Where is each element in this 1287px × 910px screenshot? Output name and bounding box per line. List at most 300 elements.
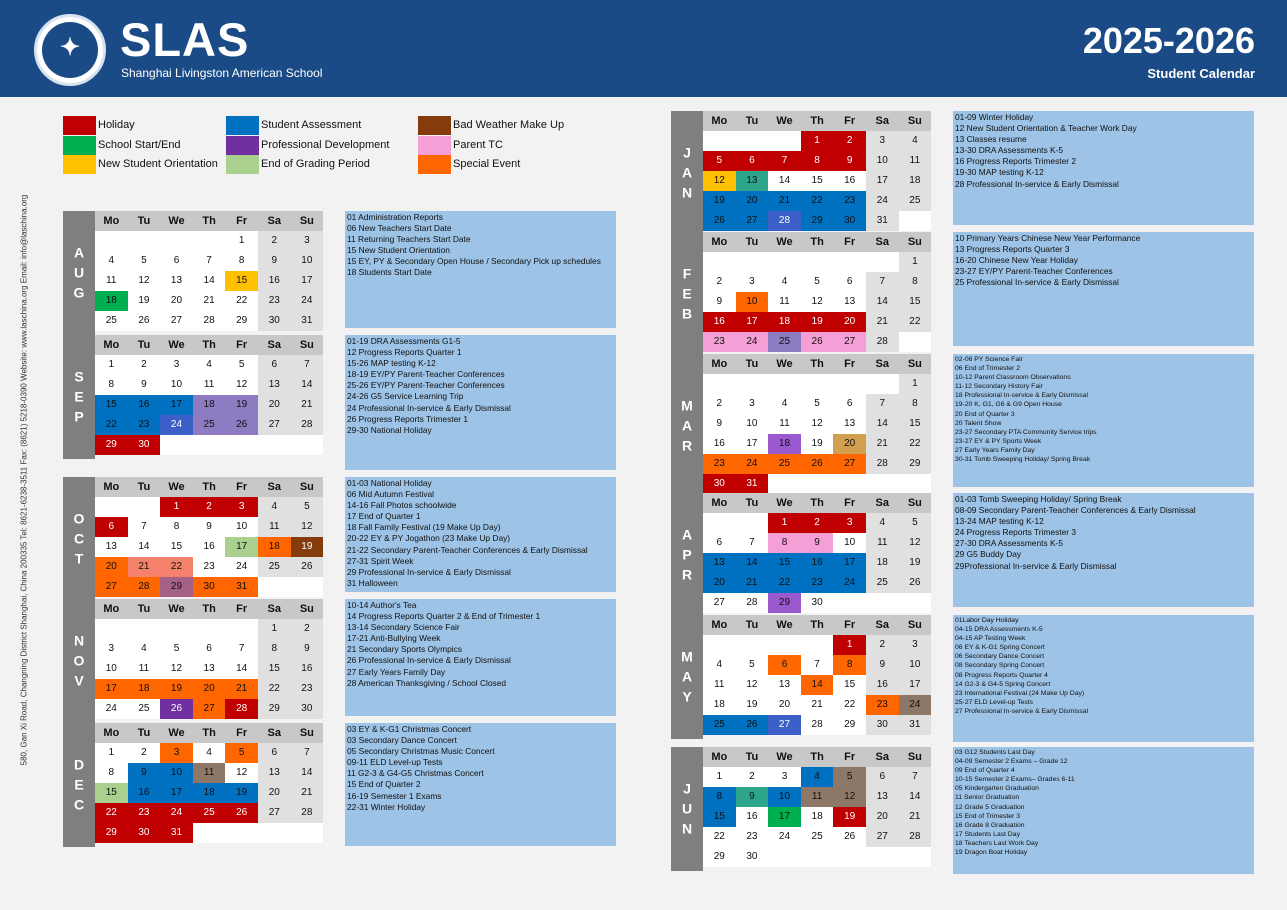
event-item: 09-11 ELD Level-up Tests xyxy=(347,757,443,768)
weekday-header: Mo xyxy=(95,477,128,497)
empty-cell xyxy=(291,823,324,843)
event-item: 12 Grade 5 Graduation xyxy=(955,803,1025,811)
day-cell: 26 xyxy=(225,803,258,823)
day-cell: 15 xyxy=(95,395,128,415)
day-cell: 7 xyxy=(814,659,820,670)
day-cell: 15 xyxy=(844,679,856,690)
day-cell: 14 xyxy=(736,553,769,573)
day-cell: 1 xyxy=(108,359,115,370)
day-cell: 18 xyxy=(811,811,823,822)
day-cell: 25 xyxy=(768,454,801,474)
event-item: 10-12 Parent Classroom Observations xyxy=(955,374,1071,382)
day-cell: 27 xyxy=(833,454,866,474)
day-cell: 4 xyxy=(781,276,788,287)
weekday-header: Th xyxy=(801,354,834,374)
day-cell: 9 xyxy=(833,151,866,171)
day-cell: 18 xyxy=(768,312,801,332)
event-item: 23-27 EY & PY Sports Week xyxy=(955,437,1042,445)
day-cell: 15 xyxy=(170,541,183,552)
weekday-header: Tu xyxy=(736,747,769,767)
day-cell: 6 xyxy=(95,517,128,537)
day-cell: 22 xyxy=(899,434,932,454)
day-cell: 25 xyxy=(193,415,226,435)
day-cell: 23 xyxy=(801,573,834,593)
month-label xyxy=(63,723,95,847)
weekday-header: Su xyxy=(899,232,932,252)
day-cell: 10 xyxy=(236,521,248,532)
day-cell: 18 xyxy=(128,679,161,699)
empty-cell xyxy=(866,252,899,272)
weekday-header: Mo xyxy=(95,599,128,619)
weekday-header: Tu xyxy=(736,111,769,131)
day-cell: 29 xyxy=(95,823,128,843)
weekday-header: Fr xyxy=(225,599,258,619)
day-cell: 8 xyxy=(703,787,736,807)
legend-label: Parent TC xyxy=(453,139,503,151)
day-cell: 13 xyxy=(258,375,291,395)
event-item: 09 End of Quarter 4 xyxy=(955,767,1015,775)
day-cell: 30 xyxy=(128,823,161,843)
day-cell: 14 xyxy=(291,375,324,395)
legend-label: Special Event xyxy=(453,158,521,170)
weekday-header: Mo xyxy=(703,354,736,374)
day-cell: 22 xyxy=(801,191,834,211)
month-label xyxy=(671,354,703,498)
day-cell: 24 xyxy=(778,831,791,842)
empty-cell xyxy=(866,847,899,867)
weekday-header: Sa xyxy=(866,111,899,131)
day-cell: 8 xyxy=(108,767,115,778)
day-cell: 12 xyxy=(291,517,324,537)
month-letter: V xyxy=(74,672,84,689)
day-cell: 26 xyxy=(291,557,324,577)
day-cell: 3 xyxy=(749,276,755,287)
legend-swatch xyxy=(63,136,96,155)
day-cell: 12 xyxy=(138,275,150,286)
day-cell: 21 xyxy=(128,557,161,577)
day-cell: 22 xyxy=(899,312,932,332)
day-cell: 5 xyxy=(749,659,755,670)
day-cell: 2 xyxy=(716,398,723,409)
day-cell: 2 xyxy=(749,771,755,782)
day-cell: 14 xyxy=(291,763,324,783)
empty-cell xyxy=(833,374,866,394)
day-cell: 21 xyxy=(811,699,823,710)
day-cell: 18 xyxy=(713,699,725,710)
event-item: 12 Progress Reports Quarter 1 xyxy=(347,347,462,358)
day-cell: 4 xyxy=(258,497,291,517)
day-cell: 5 xyxy=(899,513,932,533)
weekday-header: Fr xyxy=(833,354,866,374)
event-item: 13 Classes resume xyxy=(955,134,1027,145)
event-item: 13-30 DRA Assessments K-5 xyxy=(955,145,1063,156)
day-cell: 23 xyxy=(746,831,758,842)
day-cell: 1 xyxy=(768,513,801,533)
weekday-header: Th xyxy=(193,599,226,619)
day-cell: 26 xyxy=(736,715,769,735)
day-cell: 4 xyxy=(141,643,147,654)
month-label xyxy=(63,477,95,601)
event-item: 03 EY & K-G1 Christmas Concert xyxy=(347,724,472,734)
day-cell: 19 xyxy=(138,295,150,306)
day-cell: 29 xyxy=(768,593,801,613)
empty-cell xyxy=(801,252,834,272)
day-cell: 2 xyxy=(866,635,899,655)
day-cell: 19 xyxy=(899,553,932,573)
day-cell: 18 xyxy=(899,171,932,191)
day-cell: 24 xyxy=(736,332,769,352)
day-cell: 31 xyxy=(899,715,932,735)
day-cell: 15 xyxy=(95,783,128,803)
events-mar xyxy=(953,354,1254,487)
weekday-header: Tu xyxy=(736,493,769,513)
legend-swatch xyxy=(63,155,96,174)
day-cell: 3 xyxy=(749,398,755,409)
day-cell: 3 xyxy=(866,131,899,151)
legend-item xyxy=(418,136,618,156)
empty-cell xyxy=(703,252,736,272)
month-label xyxy=(63,335,95,459)
weekday-header: We xyxy=(160,335,193,355)
event-item: 04-09 Semester 2 Exams – Grade 12 xyxy=(955,758,1068,766)
event-item: 23 International Festival (24 Make Up Day) xyxy=(955,689,1085,697)
day-cell: 14 xyxy=(866,414,899,434)
day-cell: 9 xyxy=(866,655,899,675)
weekday-header: Th xyxy=(193,723,226,743)
weekday-header: Th xyxy=(801,747,834,767)
day-cell: 6 xyxy=(258,743,291,763)
day-cell: 4 xyxy=(801,767,834,787)
day-cell: 17 xyxy=(736,312,769,332)
day-cell: 14 xyxy=(236,663,248,674)
eagle-seal-icon: ✦ xyxy=(59,34,81,61)
month-letter: R xyxy=(681,437,693,454)
day-cell: 12 xyxy=(746,679,758,690)
day-cell: 30 xyxy=(193,577,226,597)
day-cell: 6 xyxy=(866,767,899,787)
month-grid xyxy=(703,747,931,867)
weekday-header: We xyxy=(768,493,801,513)
month-may xyxy=(671,615,931,739)
event-item: 22-31 Winter Holiday xyxy=(347,801,426,812)
day-cell: 14 xyxy=(203,275,215,286)
day-cell: 9 xyxy=(716,296,723,307)
empty-cell xyxy=(899,332,932,352)
events-jan xyxy=(953,111,1254,225)
day-cell: 1 xyxy=(716,771,723,782)
day-cell: 22 xyxy=(236,295,248,306)
day-cell: 14 xyxy=(866,292,899,312)
month-grid xyxy=(703,493,931,613)
day-cell: 1 xyxy=(899,252,932,272)
day-cell: 10 xyxy=(736,292,769,312)
weekday-header: We xyxy=(768,232,801,252)
month-letter: N xyxy=(73,632,85,649)
empty-cell xyxy=(736,513,769,533)
day-cell: 17 xyxy=(899,675,932,695)
event-item: 18 Students Start Date xyxy=(347,267,432,278)
empty-cell xyxy=(899,593,932,613)
weekday-header: Su xyxy=(291,335,324,355)
month-label xyxy=(671,615,703,739)
day-cell: 19 xyxy=(703,191,736,211)
day-cell: 21 xyxy=(768,191,801,211)
event-item: 21-22 Secondary Parent-Teacher Conferences & Early Dismissal xyxy=(347,544,588,555)
day-cell: 16 xyxy=(203,541,215,552)
event-item: 14 Progress Reports Quarter 2 & End of Trimester 1 xyxy=(347,611,541,622)
event-item: 18 Professional In-service & Early Dismissal xyxy=(955,392,1088,400)
day-cell: 30 xyxy=(703,474,736,494)
day-cell: 13 xyxy=(736,171,769,191)
day-cell: 16 xyxy=(128,395,161,415)
day-cell: 2 xyxy=(291,619,324,639)
day-cell: 1 xyxy=(833,635,866,655)
day-cell: 4 xyxy=(781,398,788,409)
weekday-header: Tu xyxy=(128,723,161,743)
month-letter: B xyxy=(681,305,693,322)
day-cell: 7 xyxy=(749,537,755,548)
day-cell: 12 xyxy=(236,767,248,778)
day-cell: 19 xyxy=(801,312,834,332)
day-cell: 8 xyxy=(899,394,932,414)
day-cell: 29 xyxy=(258,699,291,719)
empty-cell xyxy=(768,474,801,494)
day-cell: 10 xyxy=(866,151,899,171)
weekday-header: We xyxy=(768,747,801,767)
day-cell: 29 xyxy=(899,454,932,474)
day-cell: 21 xyxy=(225,679,258,699)
empty-cell xyxy=(193,619,226,639)
day-cell: 21 xyxy=(866,312,899,332)
empty-cell xyxy=(866,374,899,394)
weekday-header: Su xyxy=(899,493,932,513)
month-grid xyxy=(95,723,323,843)
month-letter: R xyxy=(681,566,693,583)
empty-cell xyxy=(258,823,291,843)
day-cell: 23 xyxy=(833,191,866,211)
day-cell: 23 xyxy=(203,561,215,572)
day-cell: 30 xyxy=(811,597,823,608)
event-item: 20 End of Quarter 3 xyxy=(955,410,1015,418)
day-cell: 16 xyxy=(746,811,758,822)
day-cell: 26 xyxy=(899,573,932,593)
day-cell: 17 xyxy=(160,783,193,803)
month-nov xyxy=(63,599,323,723)
day-cell: 23 xyxy=(291,679,324,699)
day-cell: 28 xyxy=(768,211,801,231)
day-cell: 15 xyxy=(703,807,736,827)
day-cell: 28 xyxy=(203,315,215,326)
weekday-header: Su xyxy=(291,723,324,743)
month-aug xyxy=(63,211,323,335)
event-item: 10-15 Semester 2 Exams– Grades 6-11 xyxy=(955,776,1075,784)
event-item: 18 Fall Family Festival (19 Make Up Day) xyxy=(347,522,501,533)
month-label xyxy=(671,111,703,235)
event-item: 24-26 G5 Service Learning Trip xyxy=(347,391,464,402)
month-letter: U xyxy=(681,800,693,817)
event-item: 14 G2-3 & G4-5 Spring Concert xyxy=(955,680,1051,688)
event-item: 29Professional In-service & Early Dismissal xyxy=(955,560,1117,571)
empty-cell xyxy=(128,619,161,639)
event-item: 13-24 MAP testing K-12 xyxy=(955,516,1044,527)
day-cell: 28 xyxy=(866,332,899,352)
day-cell: 20 xyxy=(703,573,736,593)
day-cell: 1 xyxy=(801,131,834,151)
weekday-header: Mo xyxy=(703,232,736,252)
month-sep xyxy=(63,335,323,459)
weekday-header: Mo xyxy=(703,615,736,635)
day-cell: 2 xyxy=(801,513,834,533)
day-cell: 10 xyxy=(899,655,932,675)
day-cell: 26 xyxy=(801,332,834,352)
day-cell: 27 xyxy=(258,415,291,435)
day-cell: 14 xyxy=(801,675,834,695)
month-jan xyxy=(671,111,931,235)
day-cell: 12 xyxy=(899,533,932,553)
weekday-header: Fr xyxy=(833,232,866,252)
day-cell: 17 xyxy=(768,807,801,827)
event-item: 24 Progress Reports Trimester 3 xyxy=(955,527,1077,538)
event-item: 08 Progress Reports Quarter 4 xyxy=(955,671,1048,679)
weekday-header: Tu xyxy=(128,335,161,355)
month-label xyxy=(671,493,703,617)
day-cell: 16 xyxy=(258,271,291,291)
event-item: 06 EY & K-G1 Spring Concert xyxy=(955,644,1045,652)
day-cell: 5 xyxy=(833,767,866,787)
day-cell: 21 xyxy=(899,807,932,827)
event-item: 27 Professional In-service & Early Dismissal xyxy=(955,707,1088,715)
day-cell: 22 xyxy=(713,831,725,842)
weekday-header: We xyxy=(160,723,193,743)
empty-cell xyxy=(768,635,801,655)
day-cell: 8 xyxy=(801,151,834,171)
day-cell: 5 xyxy=(173,643,180,654)
weekday-header: Fr xyxy=(225,723,258,743)
empty-cell xyxy=(193,231,226,251)
weekday-header: Tu xyxy=(128,599,161,619)
day-cell: 20 xyxy=(258,395,291,415)
weekday-header: Sa xyxy=(866,747,899,767)
event-item: 01-03 Tomb Sweeping Holiday/ Spring Break xyxy=(955,494,1122,504)
event-item: 11 Returning Teachers Start Date xyxy=(347,234,471,245)
month-label xyxy=(671,232,703,356)
legend-item xyxy=(418,116,618,136)
day-cell: 13 xyxy=(866,787,899,807)
event-item: 03 Secondary Dance Concert xyxy=(347,735,457,746)
weekday-header: Th xyxy=(193,211,226,231)
day-cell: 1 xyxy=(899,374,932,394)
weekday-header: Mo xyxy=(703,493,736,513)
header-banner xyxy=(0,0,1287,97)
weekday-header: Mo xyxy=(703,747,736,767)
event-item: 17 Students Last Day xyxy=(955,830,1020,838)
day-cell: 18 xyxy=(193,395,226,415)
day-cell: 11 xyxy=(779,418,790,429)
day-cell: 10 xyxy=(746,418,758,429)
weekday-header: We xyxy=(768,354,801,374)
month-dec xyxy=(63,723,323,847)
empty-cell xyxy=(768,847,801,867)
event-item: 20 Talent Show xyxy=(955,419,1002,427)
empty-cell xyxy=(833,847,866,867)
month-letter: F xyxy=(682,265,692,282)
event-item: 28 Professional In-service & Early Dismissal xyxy=(955,178,1119,189)
legend-label: New Student Orientation xyxy=(98,158,218,170)
day-cell: 29 xyxy=(160,577,193,597)
day-cell: 5 xyxy=(238,359,245,370)
empty-cell xyxy=(291,435,324,455)
events-sep xyxy=(345,335,616,470)
event-item: 28 American Thanksgiving / School Closed xyxy=(347,677,507,688)
day-cell: 25 xyxy=(703,715,736,735)
day-cell: 16 xyxy=(291,659,324,679)
day-cell: 20 xyxy=(95,557,128,577)
day-cell: 30 xyxy=(866,715,899,735)
empty-cell xyxy=(736,252,769,272)
empty-cell xyxy=(160,435,193,455)
day-cell: 29 xyxy=(713,851,725,862)
month-grid xyxy=(95,211,323,331)
legend-item xyxy=(226,155,426,175)
day-cell: 9 xyxy=(291,639,324,659)
day-cell: 7 xyxy=(238,643,245,654)
events-may xyxy=(953,615,1254,742)
month-letter: U xyxy=(73,264,85,281)
day-cell: 15 xyxy=(258,659,291,679)
day-cell: 31 xyxy=(291,311,324,331)
day-cell: 27 xyxy=(258,803,291,823)
day-cell: 3 xyxy=(899,635,932,655)
day-cell: 16 xyxy=(128,783,161,803)
weekday-header: Tu xyxy=(736,354,769,374)
day-cell: 22 xyxy=(95,415,128,435)
event-item: 25 Professional In-service & Early Dismissal xyxy=(955,277,1119,288)
day-cell: 16 xyxy=(801,553,834,573)
weekday-header: Sa xyxy=(258,599,291,619)
day-cell: 8 xyxy=(238,255,245,266)
contact-sidebar xyxy=(14,185,34,775)
day-cell: 5 xyxy=(703,151,736,171)
contact-text: 580, Gan Xi Road, Changning District Shanghai, China 200335 Tel: 8621-6238-3511 Fax: (8621) 5218-0390 Website: www.laschina.org Email: info@laschina.org xyxy=(19,194,29,766)
weekday-header: Su xyxy=(899,747,932,767)
event-item: 01Labor Day Holiday xyxy=(955,617,1019,624)
day-cell: 3 xyxy=(781,771,788,782)
day-cell: 3 xyxy=(160,743,193,763)
empty-cell xyxy=(801,474,834,494)
weekday-header: Fr xyxy=(225,335,258,355)
day-cell: 26 xyxy=(160,699,193,719)
event-item: 11 Senior Graduation xyxy=(955,794,1020,802)
event-item: 21 Secondary Sports Olympics xyxy=(347,644,462,655)
weekday-header: We xyxy=(768,111,801,131)
empty-cell xyxy=(225,619,258,639)
day-cell: 25 xyxy=(105,315,117,326)
day-cell: 13 xyxy=(258,763,291,783)
weekday-header: Sa xyxy=(258,477,291,497)
weekday-header: Su xyxy=(899,615,932,635)
day-cell: 10 xyxy=(160,763,193,783)
event-item: 17-21 Anti-Bullying Week xyxy=(347,633,441,644)
day-cell: 17 xyxy=(291,271,324,291)
day-cell: 7 xyxy=(866,394,899,414)
day-cell: 11 xyxy=(258,517,291,537)
day-cell: 5 xyxy=(814,398,820,409)
events-apr xyxy=(953,493,1254,607)
legend-swatch xyxy=(418,116,451,135)
day-cell: 31 xyxy=(225,577,258,597)
empty-cell xyxy=(291,577,324,597)
day-cell: 28 xyxy=(128,577,161,597)
